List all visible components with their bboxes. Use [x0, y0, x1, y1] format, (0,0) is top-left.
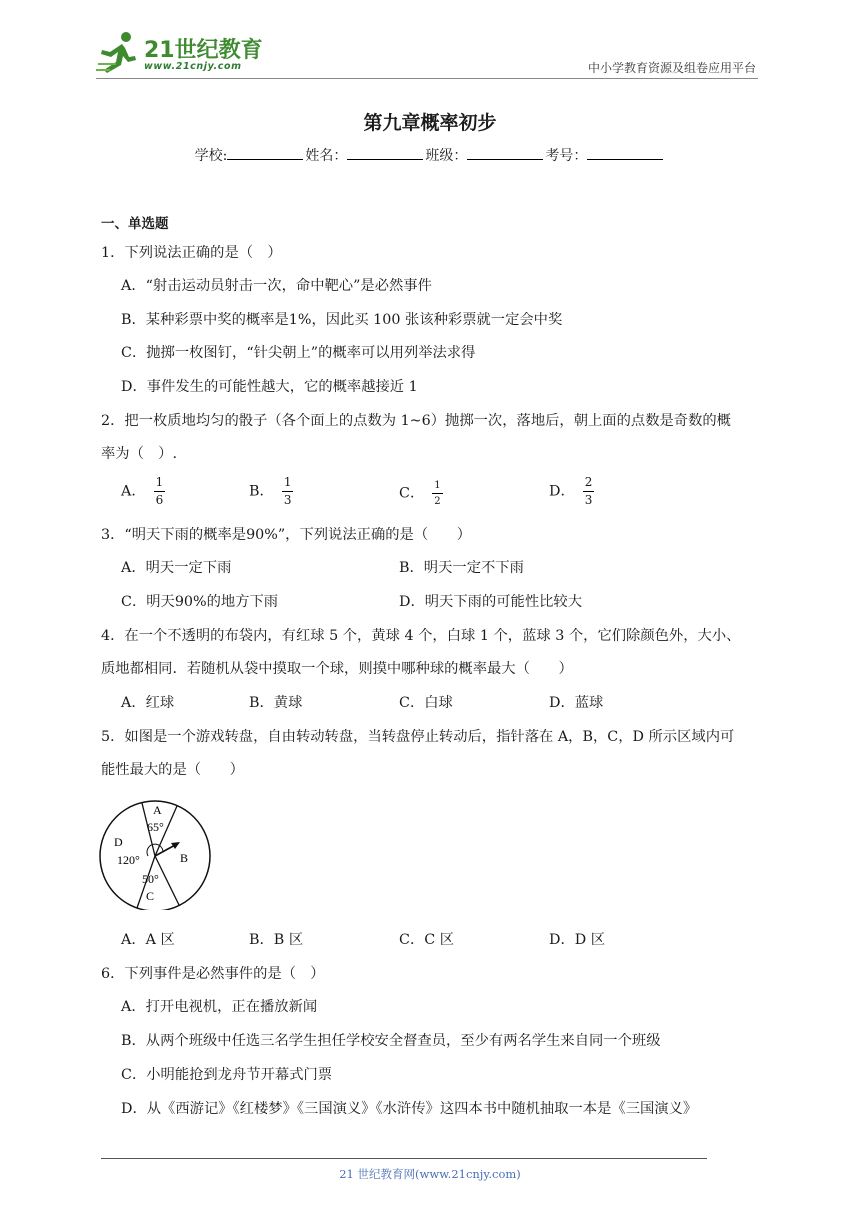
sector-a-label: A	[153, 803, 162, 817]
class-field[interactable]	[467, 145, 543, 160]
number-field[interactable]	[587, 145, 663, 160]
question-2-stem-line2: 率为（ ）.	[101, 446, 178, 462]
footer-divider	[101, 1158, 707, 1159]
q6-option-c: C．小明能抢到龙舟节开幕式门票	[121, 1067, 333, 1083]
section-heading: 一、单选题	[101, 216, 169, 232]
question-5-stem-line2: 能性最大的是（ ）	[101, 762, 244, 778]
q2-option-b	[249, 476, 293, 507]
question-3-stem: 3．“明天下雨的概率是90%”，下列说法正确的是（ ）	[101, 527, 472, 543]
option-label: A．	[121, 483, 146, 500]
q4-option-d: D．蓝球	[549, 695, 604, 711]
q1-option-c: C．抛掷一枚图钉，“针尖朝上”的概率可以用列举法求得	[121, 345, 476, 361]
footer-link[interactable]: 21 世纪教育网(www.21cnjy.com)	[339, 1167, 521, 1181]
class-label: 班级：	[425, 148, 468, 164]
question-6-stem: 6．下列事件是必然事件的是（ ）	[101, 966, 325, 982]
q5-option-c: C．C 区	[399, 932, 455, 948]
q3-option-c: C．明天90%的地方下雨	[121, 594, 279, 610]
sector-d-label: D	[114, 835, 123, 849]
q6-option-a: A．打开电视机，正在播放新闻	[121, 999, 318, 1015]
logo-text: 21世纪教育	[144, 38, 263, 63]
logo-url: www.21cnjy.com	[144, 61, 242, 72]
q6-option-d: D．从《西游记》《红楼梦》《三国演义》《水浒传》这四本书中随机抽取一本是《三国演义》	[121, 1101, 698, 1117]
fraction: $\frac{1}{2}$	[434, 480, 441, 507]
sector-c-angle: 50°	[142, 872, 159, 886]
option-label: B．	[249, 483, 274, 500]
question-2-stem-line1: 2．把一枚质地均匀的骰子（各个面上的点数为 1~6）抛掷一次，落地后，朝上面的点数是奇数的概	[101, 413, 731, 429]
sector-a-angle: 65°	[147, 820, 164, 834]
fraction: $\frac{1}{3}$	[283, 475, 292, 507]
page-header	[96, 30, 758, 78]
spinner-figure	[96, 798, 216, 910]
q1-option-b: B．某种彩票中奖的概率是1%，因此买 100 张该种彩票就一定会中奖	[121, 312, 563, 328]
q5-option-b: B．B 区	[249, 932, 304, 948]
runner-icon	[96, 30, 144, 76]
q3-option-a: A．明天一定下雨	[121, 560, 232, 576]
school-label: 学校:	[194, 148, 228, 164]
q4-option-c: C．白球	[399, 695, 453, 711]
question-4-stem-line2: 质地都相同．若随机从袋中摸取一个球，则摸中哪种球的概率最大（ ）	[101, 661, 573, 677]
name-label: 姓名：	[305, 148, 348, 164]
fraction: $\frac{1}{6}$	[155, 475, 164, 507]
option-label: C．	[399, 485, 425, 502]
student-info-line	[0, 145, 860, 165]
q1-option-d: D．事件发生的可能性越大，它的概率越接近 1	[121, 379, 418, 395]
header-divider	[96, 78, 758, 79]
school-field[interactable]	[227, 145, 303, 160]
q2-option-c	[399, 480, 443, 507]
question-1-stem: 1．下列说法正确的是（ ）	[101, 245, 282, 261]
site-logo	[96, 30, 266, 76]
q3-option-d: D．明天下雨的可能性比较大	[399, 594, 583, 610]
question-4-stem-line1: 4．在一个不透明的布袋内，有红球 5 个，黄球 4 个，白球 1 个，蓝球 3 个，它们除颜色外，大小、	[101, 628, 741, 644]
fraction: $\frac{2}{3}$	[584, 475, 593, 507]
header-tagline: 中小学教育资源及组卷应用平台	[587, 61, 756, 75]
q4-option-b: B．黄球	[249, 695, 303, 711]
q2-option-d	[549, 476, 594, 507]
q5-option-d: D．D 区	[549, 932, 606, 948]
page-title: 第九章概率初步	[363, 112, 497, 134]
q1-option-a: A．“射击运动员射击一次，命中靶心”是必然事件	[121, 278, 432, 294]
sector-c-label: C	[146, 889, 155, 903]
name-field[interactable]	[347, 145, 423, 160]
q2-option-a	[121, 476, 165, 507]
q3-option-b: B．明天一定不下雨	[399, 560, 524, 576]
sector-d-angle: 120°	[117, 853, 140, 867]
q5-option-a: A．A 区	[121, 932, 175, 948]
number-label: 考号：	[545, 148, 588, 164]
option-label: D．	[549, 483, 575, 500]
q4-option-a: A．红球	[121, 695, 175, 711]
sector-b-label: B	[180, 851, 189, 865]
question-5-stem-line1: 5．如图是一个游戏转盘，自由转动转盘，当转盘停止转动后，指针落在 A，B，C，D 所示区域内可	[101, 729, 735, 745]
q6-option-b: B．从两个班级中任选三名学生担任学校安全督查员，至少有两名学生来自同一个班级	[121, 1033, 661, 1049]
